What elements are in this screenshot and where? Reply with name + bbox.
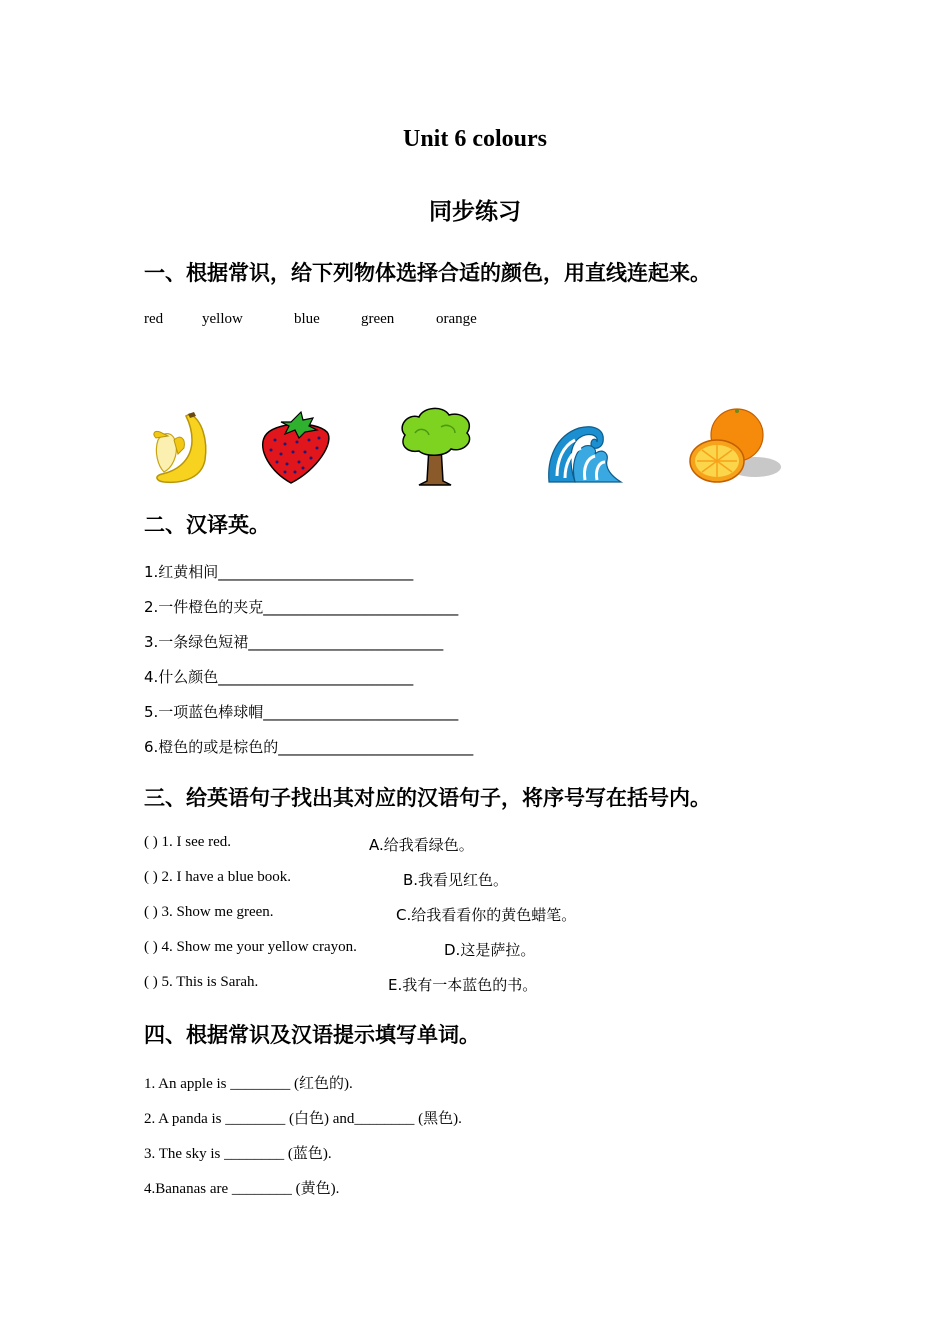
match-right-1: A.给我看绿色。 [369, 836, 474, 854]
orange-fruit-icon [685, 405, 785, 487]
fill-item-3: 3. The sky is ________ (蓝色). [144, 1146, 332, 1162]
translate-item-6: 6.橙色的或是棕色的__________________________ [144, 738, 474, 756]
match-left-2: ( ) 2. I have a blue book. [144, 869, 292, 885]
match-left-3: ( ) 3. Show me green. [144, 904, 274, 920]
banana-icon [150, 410, 210, 485]
translate-item-1: 1.红黄相间__________________________ [144, 563, 414, 581]
page-subtitle: 同步练习 [429, 199, 521, 225]
section4-heading: 四、根据常识及汉语提示填写单词。 [144, 1023, 480, 1047]
match-right-4: D.这是萨拉。 [444, 941, 536, 959]
fill-item-4: 4.Bananas are ________ (黄色). [144, 1181, 340, 1197]
page-title: Unit 6 colours [403, 126, 547, 152]
color-word-orange: orange [436, 311, 477, 327]
fill-item-1: 1. An apple is ________ (红色的). [144, 1076, 353, 1092]
translate-item-3: 3.一条绿色短裙__________________________ [144, 633, 444, 651]
match-right-5: E.我有一本蓝色的书。 [388, 976, 538, 994]
match-left-4: ( ) 4. Show me your yellow crayon. [144, 939, 357, 955]
tree-icon [395, 405, 477, 487]
section2-heading: 二、汉译英。 [144, 513, 270, 537]
color-word-blue: blue [294, 311, 320, 327]
match-right-2: B.我看见红色。 [403, 871, 509, 889]
translate-item-4: 4.什么颜色__________________________ [144, 668, 414, 686]
match-right-3: C.给我看看你的黄色蜡笔。 [396, 906, 577, 924]
section3-heading: 三、给英语句子找出其对应的汉语句子，将序号写在括号内。 [144, 786, 711, 810]
fill-item-2: 2. A panda is ________ (白色) and________ (黑色). [144, 1111, 462, 1127]
translate-item-5: 5.一项蓝色棒球帽__________________________ [144, 703, 459, 721]
match-left-5: ( ) 5. This is Sarah. [144, 974, 259, 990]
translate-item-2: 2.一件橙色的夹克__________________________ [144, 598, 459, 616]
section1-heading: 一、根据常识，给下列物体选择合适的颜色，用直线连起来。 [144, 261, 711, 285]
wave-icon [545, 420, 625, 485]
strawberry-icon [255, 410, 335, 485]
color-word-red: red [144, 311, 164, 327]
color-word-yellow: yellow [202, 311, 243, 327]
match-left-1: ( ) 1. I see red. [144, 834, 232, 850]
color-word-green: green [361, 311, 395, 327]
